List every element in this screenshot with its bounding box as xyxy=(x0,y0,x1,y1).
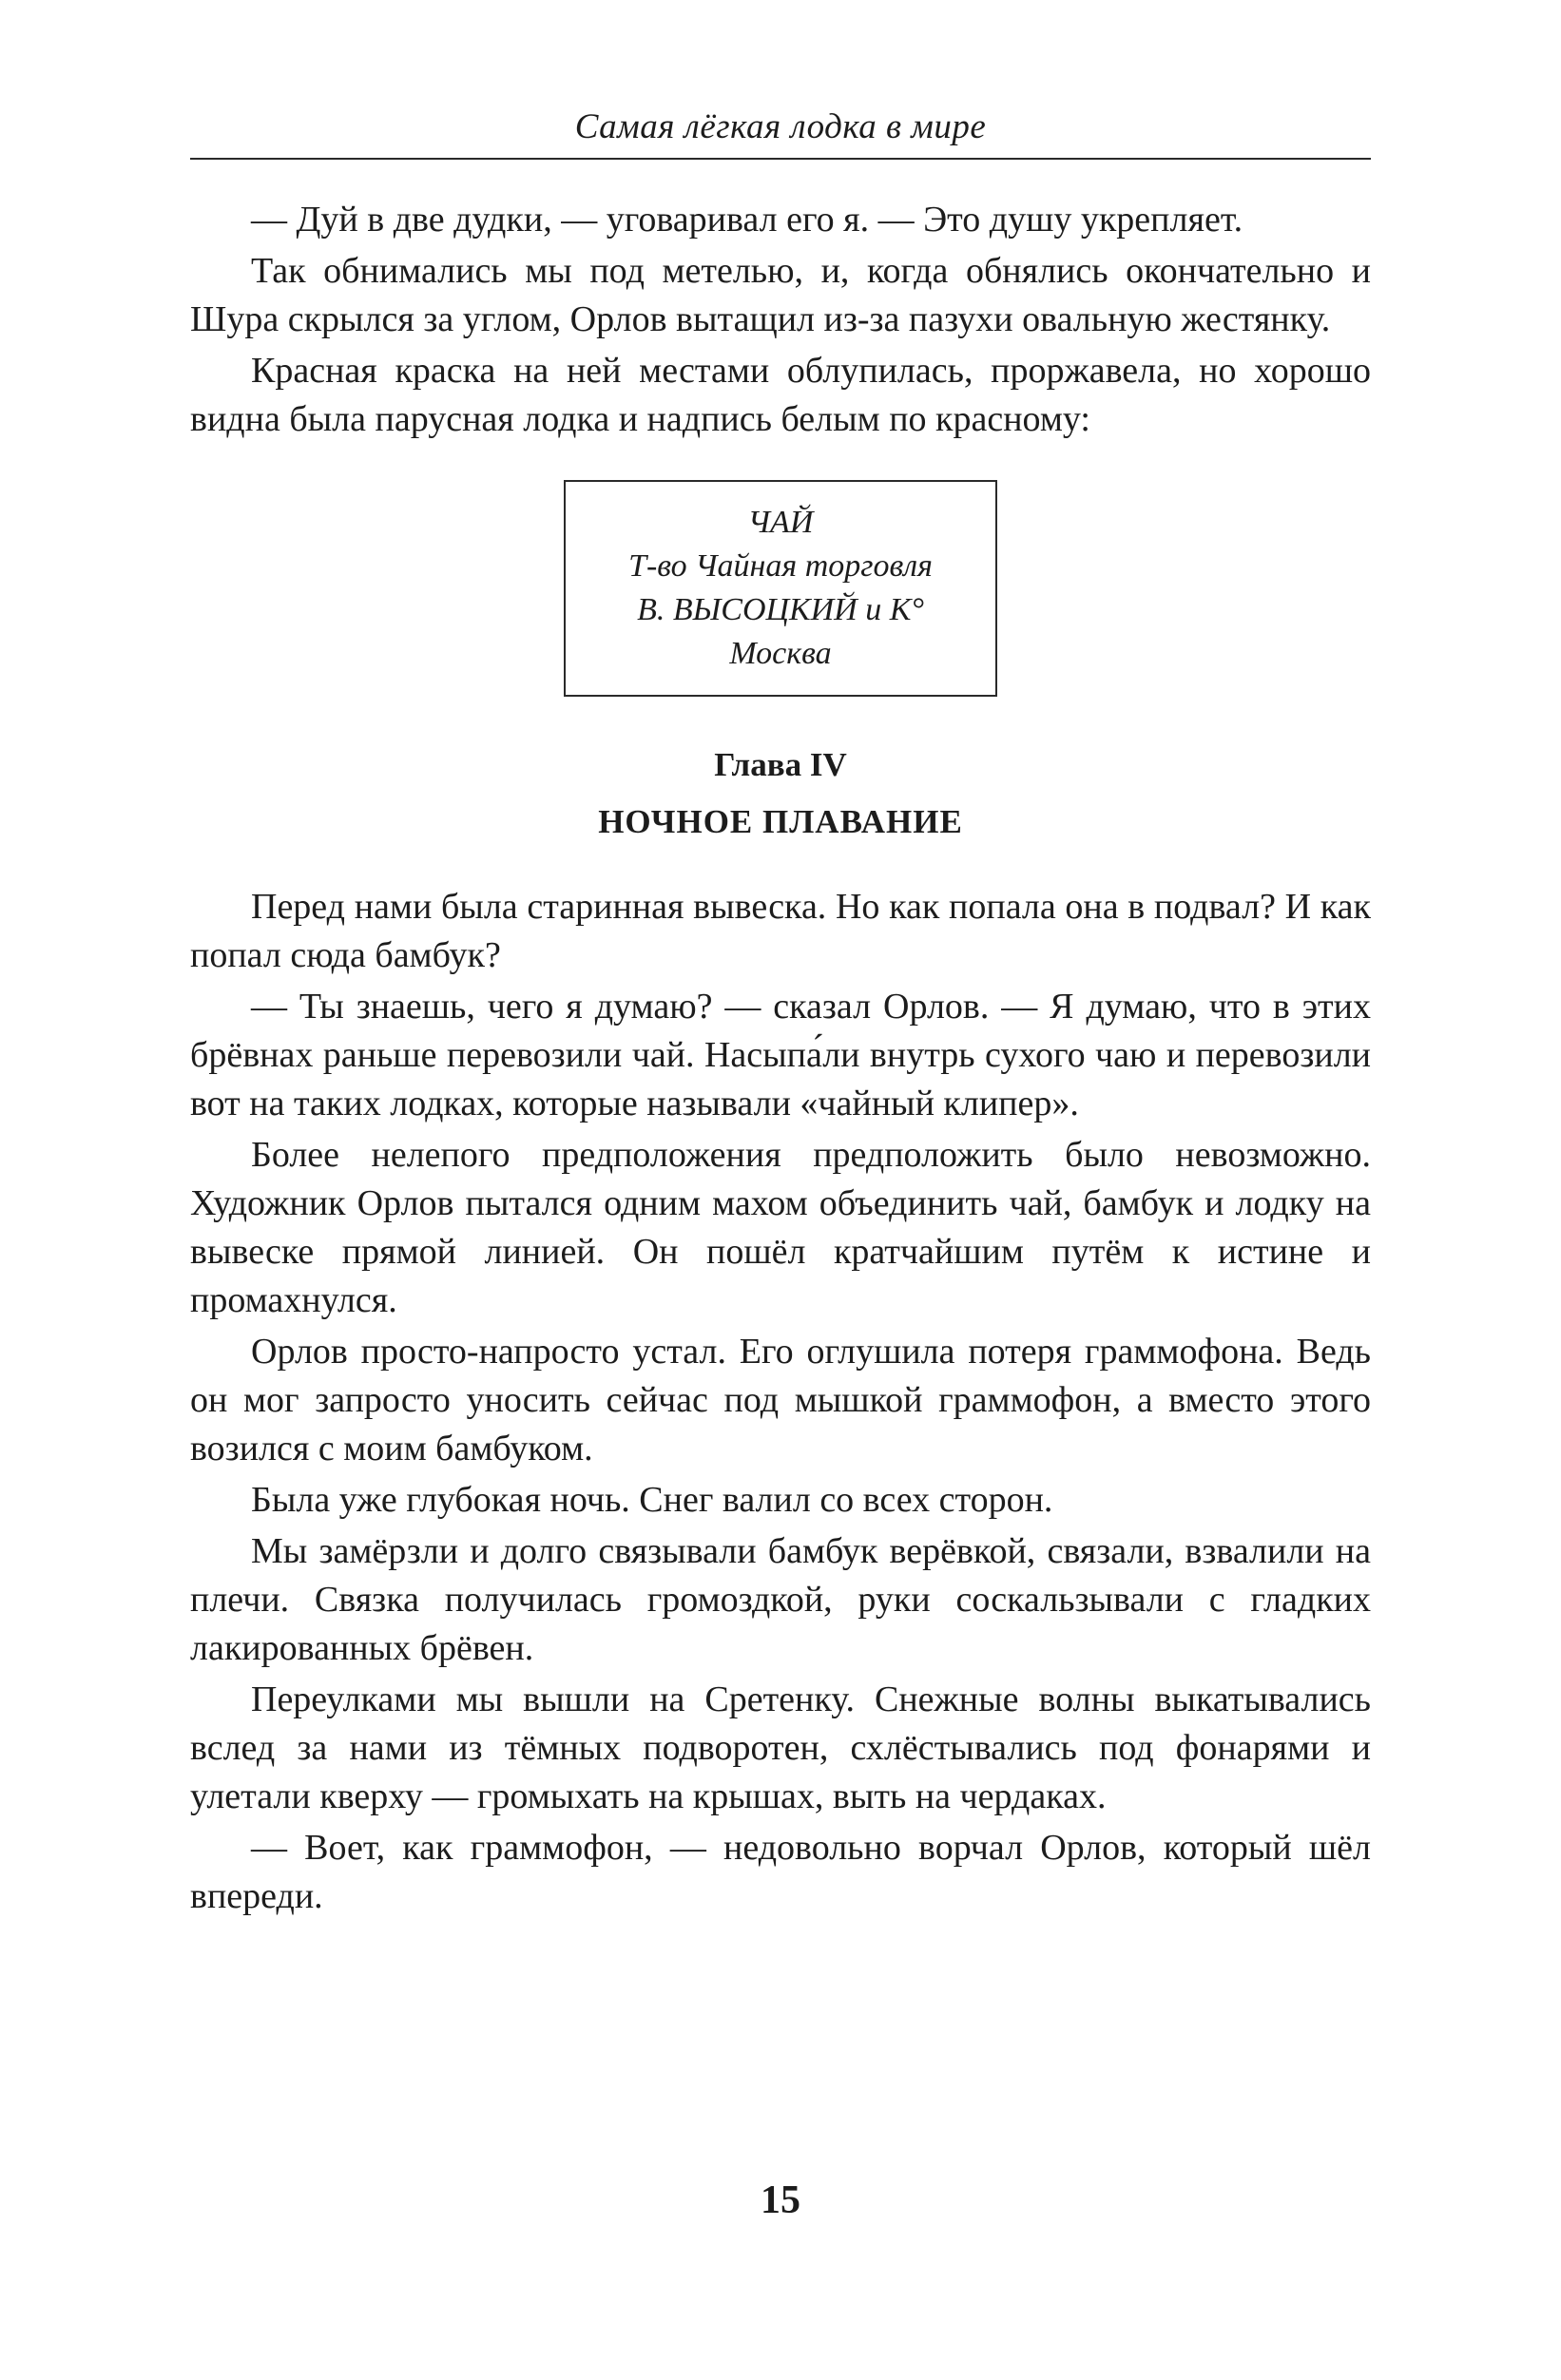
inscription-line: В. ВЫСОЦКИЙ и К° xyxy=(637,592,924,627)
intro-text xyxy=(190,196,1371,444)
chapter-number: Глава IV xyxy=(714,746,847,783)
paragraph: — Дуй в две дудки, — уговаривал его я. — Это душу укрепляет. xyxy=(251,200,1243,240)
inscription-line: Москва xyxy=(729,636,832,671)
paragraph: Орлов просто-напросто устал. Его оглушила потеря граммофона. Ведь он мог запросто уносить сейчас под мышкой граммофон, а вместо этого возился с моим бамбуком. xyxy=(190,1332,1371,1468)
sign-wrapper xyxy=(190,480,1371,697)
chapter-text xyxy=(190,883,1371,1921)
paragraph: Переулками мы вышли на Сретенку. Снежные волны выкатывались вслед за нами из тёмных подворотен, схлёстывались под фонарями и улетали кверху — громыхать на крышах, выть на чердаках. xyxy=(190,1679,1371,1816)
inscription-line: Т-во Чайная торговля xyxy=(628,548,933,584)
book-page xyxy=(190,105,1371,1924)
paragraph: — Воет, как граммофон, — недовольно ворчал Орлов, который шёл впереди. xyxy=(190,1828,1371,1916)
paragraph: Мы замёрзли и долго связывали бамбук верёвкой, связали, взвалили на плечи. Связка получилась громоздкой, руки соскальзывали с гладких лакированных брёвен. xyxy=(190,1531,1371,1668)
paragraph: Более нелепого предположения предположить было невозможно. Художник Орлов пытался одним махом объединить чай, бамбук и лодку на вывеске прямой линией. Он пошёл кратчайшим путём к истине и промахнулся. xyxy=(190,1135,1371,1320)
paragraph: Перед нами была старинная вывеска. Но как попала она в подвал? И как попал сюда бамбук? xyxy=(190,887,1371,975)
paragraph: Была уже глубокая ночь. Снег валил со всех сторон. xyxy=(251,1480,1053,1520)
paragraph: Красная краска на ней местами облупилась, проржавела, но хорошо видна была парусная лодка и надпись белым по красному: xyxy=(190,351,1371,439)
inscription-line: ЧАЙ xyxy=(747,505,814,540)
page-number: 15 xyxy=(761,2178,800,2222)
running-head: Самая лёгкая лодка в мире xyxy=(190,105,1371,160)
chapter-title: НОЧНОЕ ПЛАВАНИЕ xyxy=(598,803,963,840)
paragraph: Так обнимались мы под метелью, и, когда обнялись окончательно и Шура скрылся за углом, Орлов вытащил из-за пазухи овальную жестянку. xyxy=(190,251,1371,339)
tea-tin-inscription-box xyxy=(564,480,997,697)
paragraph: — Ты знаешь, чего я думаю? — сказал Орлов. — Я думаю, что в этих брёвнах раньше перевозили чай. Насыпа́ли внутрь сухого чаю и перевозили вот на таких лодках, которые называли «чайный клипер». xyxy=(190,987,1371,1123)
